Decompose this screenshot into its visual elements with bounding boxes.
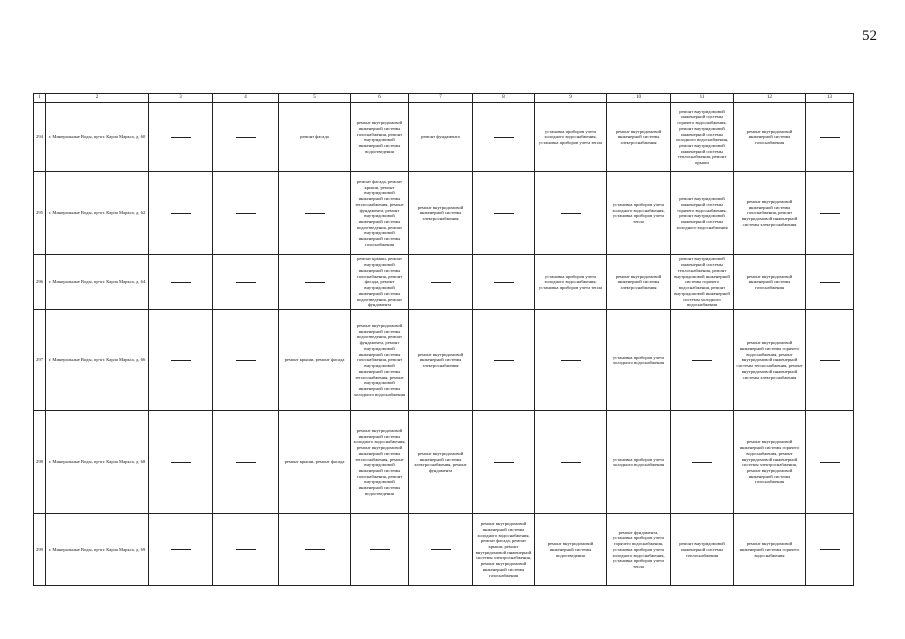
work-cell-c9 <box>535 310 607 411</box>
work-cell-c6: ремонт внутридомовой инженерной системы холодного водоснабжения, ремонт внутридомовой инженерной системы теплоснабжения, ремонт внутридомовой инженерной системы газоснабжения, ремонт внутридомовой инженерной системы водоотведения <box>351 411 409 514</box>
empty-dash <box>236 549 256 550</box>
table-row <box>34 411 854 514</box>
column-header: 7 <box>409 94 473 103</box>
work-cell-c3 <box>149 310 213 411</box>
column-header: 13 <box>806 94 854 103</box>
work-cell-c4 <box>213 255 279 310</box>
empty-dash <box>370 549 390 550</box>
work-cell-c8: ремонт внутридомовой инженерной системы холодного водоснабжения, ремонт фасада, ремонт крыши, ремонт внутридомовой инженерной системы электроснабжения, ремонт внутридомовой инженерной системы газоснабжения <box>473 514 535 586</box>
page-number: 52 <box>862 28 877 44</box>
column-header: 3 <box>149 94 213 103</box>
column-header: 10 <box>607 94 671 103</box>
column-header: 9 <box>535 94 607 103</box>
work-cell-c8 <box>473 255 535 310</box>
work-cell-c7: ремонт фундамента <box>409 103 473 172</box>
empty-dash <box>820 137 840 138</box>
empty-dash <box>236 213 256 214</box>
row-number: 299 <box>34 514 46 586</box>
empty-dash <box>171 462 191 463</box>
work-cell-c9: установка приборов учета холодного водоснабжения, установка приборов учета тепла <box>535 255 607 310</box>
empty-dash <box>305 282 325 283</box>
work-cell-c8 <box>473 172 535 255</box>
work-cell-c10: установка приборов учета холодного водоснабжения <box>607 411 671 514</box>
work-cell-c6: ремонт внутридомовой инженерной системы водоотведения, ремонт фундамента, ремонт внутридомовой инженерной системы газоснабжения, ремонт внутридомовой инженерной системы теплоснабжения, ремонт внутридомовой инженерной системы холодного водоснабжения <box>351 310 409 411</box>
work-cell-c7: ремонт внутридомовой инженерной системы электроснабжения <box>409 310 473 411</box>
work-cell-c9 <box>535 172 607 255</box>
work-cell-c12: ремонт внутридомовой инженерной системы горячего водоснабжения, ремонт внутридомовой инженерной системы теплоснабжения, ремонт внутридомовой инженерной системы электроснабжения <box>734 310 806 411</box>
work-cell-c3 <box>149 411 213 514</box>
work-cell-c10: установка приборов учета холодного водоснабжения <box>607 310 671 411</box>
work-cell-c11 <box>671 310 734 411</box>
empty-dash <box>820 360 840 361</box>
work-cell-c11: ремонт внутридомовой инженерной системы горячего водоснабжения, ремонт внутридомовой инженерной системы холодного водоснабжения, ремонт внутридомовой инженерной системы теплоснабжения, ремонт крыши <box>671 103 734 172</box>
work-cell-c5 <box>279 255 351 310</box>
table-row <box>34 310 854 411</box>
work-cell-c10: ремонт внутридомовой инженерной системы электроснабжения <box>607 255 671 310</box>
work-cell-c3 <box>149 514 213 586</box>
work-cell-c13 <box>806 255 854 310</box>
empty-dash <box>561 462 581 463</box>
work-cell-c5 <box>279 172 351 255</box>
empty-dash <box>305 213 325 214</box>
work-cell-c5 <box>279 514 351 586</box>
header-row <box>34 94 854 103</box>
empty-dash <box>431 549 451 550</box>
empty-dash <box>171 137 191 138</box>
row-number: 298 <box>34 411 46 514</box>
work-cell-c12: ремонт внутридомовой инженерной системы горячего водоснабжения, ремонт внутридомовой инженерной системы электроснабжения, ремонт внутридомовой инженерной системы газоснабжения <box>734 411 806 514</box>
work-cell-c6: ремонт внутридомовой инженерной системы газоснабжения, ремонт внутридомовой инженерной системы водоотведения <box>351 103 409 172</box>
work-cell-c13 <box>806 411 854 514</box>
table-row <box>34 103 854 172</box>
address-cell: г. Минеральные Воды, пр-кт. Карла Маркса, д. 69 <box>46 514 149 586</box>
work-cell-c4 <box>213 514 279 586</box>
empty-dash <box>692 360 712 361</box>
column-header: 2 <box>46 94 149 103</box>
work-cell-c7 <box>409 514 473 586</box>
work-cell-c5: ремонт фасада <box>279 103 351 172</box>
work-cell-c12: ремонт внутридомовой инженерной системы газоснабжения <box>734 255 806 310</box>
empty-dash <box>171 360 191 361</box>
empty-dash <box>305 549 325 550</box>
work-cell-c3 <box>149 255 213 310</box>
work-cell-c8 <box>473 411 535 514</box>
row-number: 296 <box>34 255 46 310</box>
work-cell-c11 <box>671 411 734 514</box>
work-cell-c9: установка приборов учета холодного водоснабжения, установка приборов учета тепла <box>535 103 607 172</box>
work-cell-c3 <box>149 103 213 172</box>
work-cell-c7 <box>409 255 473 310</box>
empty-dash <box>561 360 581 361</box>
address-cell: г. Минеральные Воды, пр-кт. Карла Маркса, д. 62 <box>46 172 149 255</box>
empty-dash <box>236 360 256 361</box>
empty-dash <box>820 282 840 283</box>
work-cell-c4 <box>213 411 279 514</box>
work-cell-c10: ремонт внутридомовой инженерной системы электроснабжения <box>607 103 671 172</box>
work-cell-c3 <box>149 172 213 255</box>
empty-dash <box>820 549 840 550</box>
work-cell-c13 <box>806 514 854 586</box>
column-header: 1 <box>34 94 46 103</box>
empty-dash <box>236 137 256 138</box>
table-row <box>34 514 854 586</box>
work-cell-c8 <box>473 103 535 172</box>
empty-dash <box>236 282 256 283</box>
empty-dash <box>561 213 581 214</box>
repair-schedule-table <box>33 93 854 586</box>
work-cell-c10: установка приборов учета холодного водоснабжения, установка приборов учета тепла <box>607 172 671 255</box>
empty-dash <box>171 549 191 550</box>
table-row <box>34 255 854 310</box>
work-cell-c4 <box>213 103 279 172</box>
work-cell-c7: ремонт внутридомовой инженерной системы электроснабжения <box>409 172 473 255</box>
work-cell-c9 <box>535 411 607 514</box>
empty-dash <box>171 282 191 283</box>
work-cell-c9: ремонт внутридомовой инженерной системы водоотведения <box>535 514 607 586</box>
empty-dash <box>820 213 840 214</box>
work-cell-c4 <box>213 310 279 411</box>
empty-dash <box>494 137 514 138</box>
address-cell: г. Минеральные Воды, пр-кт. Карла Маркса, д. 66 <box>46 310 149 411</box>
work-cell-c12: ремонт внутридомовой инженерной системы газоснабжения <box>734 103 806 172</box>
column-header: 4 <box>213 94 279 103</box>
work-cell-c13 <box>806 103 854 172</box>
row-number: 297 <box>34 310 46 411</box>
row-number: 295 <box>34 172 46 255</box>
empty-dash <box>236 462 256 463</box>
empty-dash <box>431 282 451 283</box>
table-row <box>34 172 854 255</box>
empty-dash <box>494 462 514 463</box>
empty-dash <box>820 462 840 463</box>
work-cell-c5: ремонт крыши, ремонт фасада <box>279 411 351 514</box>
work-cell-c7: ремонт внутридомовой инженерной системы электроснабжения, ремонт фундамента <box>409 411 473 514</box>
column-header: 8 <box>473 94 535 103</box>
empty-dash <box>692 462 712 463</box>
work-cell-c13 <box>806 310 854 411</box>
work-cell-c6: ремонт крыши, ремонт внутридомовой инженерной системы газоснабжения, ремонт фасада, ремонт внутридомовой инженерной системы водоотведения, ремонт фундамента <box>351 255 409 310</box>
work-cell-c4 <box>213 172 279 255</box>
work-cell-c10: ремонт фундамента, установка приборов учета горячего водоснабжения, установка приборов учета холодного водоснабжения, установка приборов учета тепла <box>607 514 671 586</box>
empty-dash <box>494 213 514 214</box>
empty-dash <box>171 213 191 214</box>
column-header: 5 <box>279 94 351 103</box>
work-cell-c5: ремонт крыши, ремонт фасада <box>279 310 351 411</box>
work-cell-c12: ремонт внутридомовой инженерной системы газоснабжения, ремонт внутридомовой инженерной системы электроснабжения <box>734 172 806 255</box>
work-cell-c13 <box>806 172 854 255</box>
column-header: 12 <box>734 94 806 103</box>
work-cell-c12: ремонт внутридомовой инженерной системы горячего водоснабжения <box>734 514 806 586</box>
work-cell-c6 <box>351 514 409 586</box>
work-cell-c11: ремонт внутридомовой инженерной системы горячего водоснабжения, ремонт внутридомовой инженерной системы холодного водоснабжения <box>671 172 734 255</box>
address-cell: г. Минеральные Воды, пр-кт. Карла Маркса, д. 68 <box>46 411 149 514</box>
empty-dash <box>494 282 514 283</box>
empty-dash <box>494 360 514 361</box>
work-cell-c6: ремонт фасада, ремонт крыши, ремонт внутридомовой инженерной системы теплоснабжения, ремонт фундамента, ремонт внутридомовой инженерной системы водоотведения, ремонт внутридомовой инженерной системы газоснабжения <box>351 172 409 255</box>
column-header: 11 <box>671 94 734 103</box>
work-cell-c11: ремонт внутридомовой инженерной системы теплоснабжения, ремонт внутридомовой инженерной системы горячего водоснабжения, ремонт внутридомовой инженерной системы холодного водоснабжения <box>671 255 734 310</box>
address-cell: г. Минеральные Воды, пр-кт. Карла Маркса, д. 64 <box>46 255 149 310</box>
work-cell-c11: ремонт внутридомовой инженерной системы теплоснабжения <box>671 514 734 586</box>
work-cell-c8 <box>473 310 535 411</box>
column-header: 6 <box>351 94 409 103</box>
address-cell: г. Минеральные Воды, пр-кт. Карла Маркса, д. 60 <box>46 103 149 172</box>
row-number: 294 <box>34 103 46 172</box>
